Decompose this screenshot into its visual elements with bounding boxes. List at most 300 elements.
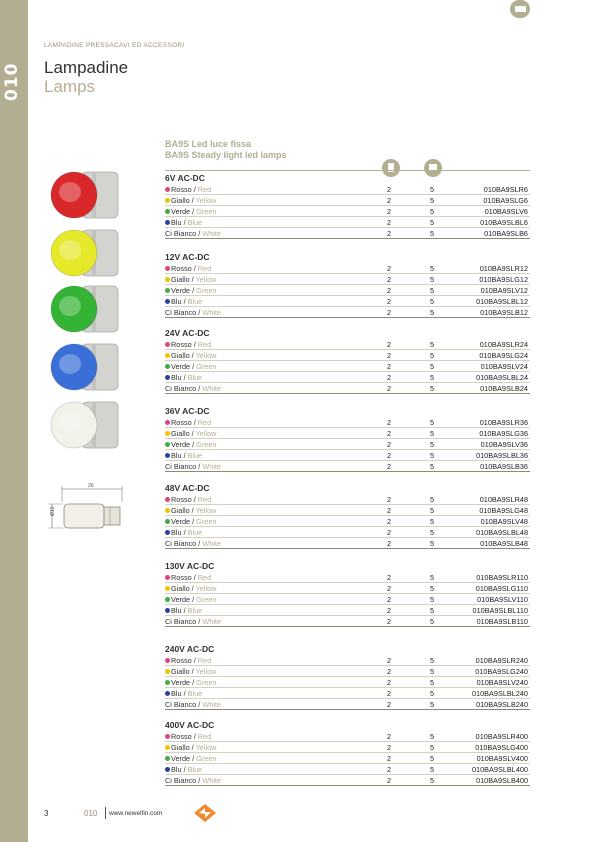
color-label-english: Green [196, 678, 217, 687]
color-label-english: Yellow [195, 196, 217, 205]
voltage-group-rows [165, 339, 530, 394]
product-code-cell: 010BA9SLV110 [477, 595, 528, 604]
color-label [171, 505, 216, 516]
color-label-english: White [202, 308, 221, 317]
voltage-group-rows [165, 572, 530, 627]
product-code-cell: 010BA9SLV6 [484, 207, 528, 216]
color-label [171, 742, 216, 753]
quantity-cell: 2 [386, 606, 392, 615]
product-code-cell: 010BA9SLR12 [479, 264, 528, 273]
color-label-italian: Rosso / [171, 656, 198, 665]
product-code-cell: 010BA9SLR36 [479, 418, 528, 427]
quantity-cell: 2 [386, 528, 392, 537]
color-label-english: White [202, 384, 221, 393]
color-label-italian: Blu / [171, 451, 188, 460]
color-label-italian: Giallo / [171, 196, 196, 205]
quantity-cell: 2 [386, 218, 392, 227]
sidebar-section-code: 010 [2, 62, 22, 102]
product-code-cell: 010BA9SLV36 [480, 440, 528, 449]
color-label [171, 666, 216, 677]
color-label-english: White [202, 617, 221, 626]
pack-cell: 5 [429, 678, 435, 687]
color-label [171, 206, 216, 217]
dimension-drawing [44, 480, 129, 538]
color-label-english: Red [197, 418, 212, 427]
table-row [165, 428, 530, 439]
color-label [171, 764, 202, 775]
voltage-group-title: 400V AC-DC [165, 720, 215, 730]
product-code-cell: 010BA9SLR240 [475, 656, 528, 665]
color-label [171, 494, 211, 505]
table-row [165, 605, 530, 616]
color-label-italian: Blu / [171, 606, 188, 615]
diameter-dimension-label: Ø10 [50, 506, 56, 516]
yellow-lamp-image [48, 226, 120, 280]
quantity-cell: 2 [386, 689, 392, 698]
color-label [171, 285, 216, 296]
voltage-group-rows [165, 263, 530, 318]
color-dot-icon [165, 767, 170, 772]
color-label-english: Blue [187, 606, 203, 615]
product-code-cell: 010BA9SLR400 [475, 732, 528, 741]
green-lamp-image [48, 282, 120, 336]
quantity-cell: 2 [386, 373, 392, 382]
color-label-english: Yellow [195, 275, 217, 284]
table-row [165, 274, 530, 285]
color-label-english: Blue [187, 689, 203, 698]
color-label [171, 655, 211, 666]
table-row [165, 206, 530, 217]
color-dot-icon [165, 608, 170, 613]
quantity-cell: 2 [386, 667, 392, 676]
color-label [165, 307, 221, 318]
color-label [171, 605, 202, 616]
color-label [171, 731, 211, 742]
color-label [171, 753, 216, 764]
color-dot-icon [165, 597, 170, 602]
table-row [165, 594, 530, 605]
quantity-cell: 2 [386, 264, 392, 273]
pack-cell: 5 [429, 218, 435, 227]
table-row [165, 516, 530, 527]
quantity-cell: 2 [386, 440, 392, 449]
voltage-group-title: 240V AC-DC [165, 644, 215, 654]
color-label-italian: Ci Bianco / [165, 776, 203, 785]
pack-cell: 5 [429, 732, 435, 741]
color-dot-icon [165, 431, 170, 436]
color-dot-icon [165, 453, 170, 458]
voltage-group-title: 130V AC-DC [165, 561, 215, 571]
voltage-group-title: 6V AC-DC [165, 173, 205, 183]
color-label-english: Green [196, 362, 217, 371]
product-code-cell: 010BA9SLBL36 [476, 451, 528, 460]
pack-cell: 5 [429, 418, 435, 427]
pack-cell: 5 [429, 462, 435, 471]
table-row [165, 775, 530, 786]
product-code-cell: 010BA9SLBL24 [476, 373, 528, 382]
pack-cell: 5 [429, 776, 435, 785]
color-label [171, 428, 216, 439]
color-label-english: Green [196, 207, 217, 216]
color-label [165, 228, 221, 239]
pack-cell: 5 [429, 754, 435, 763]
color-label [171, 361, 216, 372]
voltage-group [165, 327, 530, 394]
color-dot-icon [165, 691, 170, 696]
color-label-italian: Blu / [171, 297, 188, 306]
color-dot-icon [165, 586, 170, 591]
voltage-group-title: 48V AC-DC [165, 483, 210, 493]
footer-website-link[interactable]: www.newelfin.com [109, 810, 163, 817]
color-dot-icon [165, 442, 170, 447]
voltage-group [165, 172, 530, 239]
table-row [165, 285, 530, 296]
pack-cell: 5 [429, 440, 435, 449]
pack-cell: 5 [429, 207, 435, 216]
color-label-english: Yellow [195, 351, 217, 360]
red-lamp-image [48, 168, 120, 222]
pack-cell: 5 [429, 264, 435, 273]
color-label-english: Yellow [195, 429, 217, 438]
color-label [165, 775, 221, 786]
pack-cell: 5 [429, 743, 435, 752]
color-dot-icon [165, 508, 170, 513]
product-code-cell: 010BA9SLBL240 [472, 689, 528, 698]
product-code-cell: 010BA9SLV12 [480, 286, 528, 295]
table-row [165, 731, 530, 742]
color-label-english: Yellow [195, 584, 217, 593]
quantity-cell: 2 [386, 297, 392, 306]
product-code-cell: 010BA9SLBL12 [476, 297, 528, 306]
product-code-cell: 010BA9SLG110 [475, 584, 528, 593]
quantity-cell: 2 [386, 362, 392, 371]
quantity-cell: 2 [386, 539, 392, 548]
tag-icon [510, 0, 530, 18]
pack-cell: 5 [429, 229, 435, 238]
color-label-english: White [202, 776, 221, 785]
color-dot-icon [165, 198, 170, 203]
table-row [165, 764, 530, 775]
pack-cell: 5 [429, 340, 435, 349]
color-label-italian: Verde / [171, 207, 197, 216]
voltage-group-title: 36V AC-DC [165, 406, 210, 416]
breadcrumb: LAMPADINE PRESSACAVI ED ACCESSORI [44, 42, 185, 49]
quantity-cell: 2 [386, 732, 392, 741]
color-label-english: Red [197, 340, 212, 349]
color-label-italian: Verde / [171, 595, 197, 604]
color-label-english: Red [197, 573, 212, 582]
product-code-cell: 010BA9SLR48 [479, 495, 528, 504]
table-row [165, 184, 530, 195]
color-label-italian: Ci Bianco / [165, 229, 203, 238]
product-code-cell: 010BA9SLB6 [484, 229, 528, 238]
color-label-italian: Blu / [171, 218, 188, 227]
color-label-italian: Blu / [171, 373, 188, 382]
color-dot-icon [165, 299, 170, 304]
color-label-italian: Giallo / [171, 275, 196, 284]
pack-cell: 5 [429, 308, 435, 317]
color-dot-icon [165, 187, 170, 192]
color-label [165, 461, 221, 472]
color-dot-icon [165, 658, 170, 663]
voltage-group-rows [165, 655, 530, 710]
color-label-italian: Verde / [171, 678, 197, 687]
table-row [165, 307, 530, 318]
pack-cell: 5 [429, 506, 435, 515]
color-label [171, 195, 216, 206]
color-label-italian: Giallo / [171, 506, 196, 515]
color-label-english: Green [196, 440, 217, 449]
table-row [165, 383, 530, 394]
product-code-cell: 010BA9SLB240 [476, 700, 528, 709]
table-row [165, 583, 530, 594]
color-dot-icon [165, 220, 170, 225]
color-label-italian: Blu / [171, 689, 188, 698]
product-code-cell: 010BA9SLR24 [479, 340, 528, 349]
pack-cell: 5 [429, 275, 435, 284]
pack-cell: 5 [429, 451, 435, 460]
quantity-cell: 2 [386, 495, 392, 504]
color-dot-icon [165, 277, 170, 282]
color-dot-icon [165, 745, 170, 750]
color-label [165, 616, 221, 627]
table-row [165, 217, 530, 228]
pack-cell: 5 [429, 656, 435, 665]
color-dot-icon [165, 364, 170, 369]
color-label-italian: Ci Bianco / [165, 384, 203, 393]
color-label-italian: Rosso / [171, 418, 198, 427]
quantity-cell: 2 [386, 573, 392, 582]
table-row [165, 616, 530, 627]
pack-cell: 5 [429, 539, 435, 548]
pack-cell: 5 [429, 606, 435, 615]
quantity-cell: 2 [386, 286, 392, 295]
pack-cell: 5 [429, 765, 435, 774]
color-label [171, 417, 211, 428]
quantity-cell: 2 [386, 595, 392, 604]
color-label-english: Red [197, 264, 212, 273]
product-code-cell: 010BA9SLB24 [480, 384, 528, 393]
color-label [171, 274, 216, 285]
color-label [171, 263, 211, 274]
pack-cell: 5 [429, 528, 435, 537]
product-code-cell: 010BA9SLR110 [476, 573, 528, 582]
product-code-cell: 010BA9SLBL110 [472, 606, 528, 615]
color-label [171, 372, 202, 383]
voltage-group-rows [165, 731, 530, 786]
color-label [165, 699, 221, 710]
voltage-group [165, 560, 530, 627]
quantity-cell: 2 [386, 765, 392, 774]
product-title [165, 139, 287, 161]
color-label [171, 572, 211, 583]
color-label-italian: Verde / [171, 440, 197, 449]
color-label-english: Red [197, 732, 212, 741]
color-label-italian: Giallo / [171, 429, 196, 438]
color-label-english: White [202, 539, 221, 548]
table-row [165, 350, 530, 361]
pack-cell: 5 [429, 700, 435, 709]
quantity-cell: 2 [386, 584, 392, 593]
color-dot-icon [165, 497, 170, 502]
blue-lamp-image [48, 340, 120, 394]
color-label-italian: Ci Bianco / [165, 462, 203, 471]
color-label [171, 439, 216, 450]
table-row [165, 742, 530, 753]
color-label [165, 383, 221, 394]
table-row [165, 263, 530, 274]
product-code-cell: 010BA9SLB48 [480, 539, 528, 548]
table-row [165, 505, 530, 516]
color-label-italian: Rosso / [171, 264, 198, 273]
product-code-cell: 010BA9SLG48 [479, 506, 528, 515]
footer-separator [105, 807, 106, 819]
product-code-cell: 010BA9SLV400 [476, 754, 528, 763]
table-row [165, 666, 530, 677]
product-code-cell: 010BA9SLB110 [476, 617, 528, 626]
color-label [171, 583, 216, 594]
voltage-group [165, 482, 530, 549]
product-code-cell: 010BA9SLB400 [476, 776, 528, 785]
table-row [165, 699, 530, 710]
footer-section-code: 010 [84, 809, 98, 818]
product-code-cell: 010BA9SLV24 [480, 362, 528, 371]
pack-cell: 5 [429, 573, 435, 582]
voltage-group-rows [165, 417, 530, 472]
color-label-italian: Verde / [171, 517, 197, 526]
color-dot-icon [165, 575, 170, 580]
pack-cell: 5 [429, 584, 435, 593]
color-label-english: Red [197, 495, 212, 504]
color-label [171, 594, 216, 605]
quantity-cell: 2 [386, 185, 392, 194]
color-label [171, 339, 211, 350]
product-code-cell: 010BA9SLB12 [480, 308, 528, 317]
table-header-line [165, 170, 530, 171]
color-label-italian: Rosso / [171, 185, 198, 194]
pack-cell: 5 [429, 297, 435, 306]
pack-cell: 5 [429, 689, 435, 698]
quantity-cell: 2 [386, 754, 392, 763]
quantity-cell: 2 [386, 462, 392, 471]
color-label-italian: Rosso / [171, 495, 198, 504]
color-label-english: White [202, 229, 221, 238]
pack-cell: 5 [429, 617, 435, 626]
pack-cell: 5 [429, 196, 435, 205]
table-row [165, 296, 530, 307]
table-row [165, 361, 530, 372]
pack-cell: 5 [429, 351, 435, 360]
color-label-italian: Giallo / [171, 667, 196, 676]
quantity-cell: 2 [386, 743, 392, 752]
table-row [165, 753, 530, 764]
product-code-cell: 010BA9SLBL48 [476, 528, 528, 537]
table-row [165, 417, 530, 428]
color-label [171, 350, 216, 361]
color-label-english: Blue [187, 297, 203, 306]
color-label-english: Yellow [195, 667, 217, 676]
table-row [165, 688, 530, 699]
table-row [165, 439, 530, 450]
color-dot-icon [165, 342, 170, 347]
product-code-cell: 010BA9SLR6 [483, 185, 528, 194]
quantity-cell: 2 [386, 418, 392, 427]
pack-cell: 5 [429, 595, 435, 604]
quantity-cell: 2 [386, 700, 392, 709]
voltage-group-rows [165, 184, 530, 239]
color-label-italian: Blu / [171, 528, 188, 537]
quantity-cell: 2 [386, 617, 392, 626]
color-label-italian: Ci Bianco / [165, 539, 203, 548]
product-title-english: BA9S Steady light led lamps [165, 150, 287, 160]
product-code-cell: 010BA9SLV240 [476, 678, 528, 687]
product-code-cell: 010BA9SLBL400 [472, 765, 528, 774]
pack-cell: 5 [429, 384, 435, 393]
table-row [165, 228, 530, 239]
quantity-cell: 2 [386, 340, 392, 349]
table-row [165, 461, 530, 472]
pack-cell: 5 [429, 185, 435, 194]
color-label-italian: Ci Bianco / [165, 617, 203, 626]
color-label-italian: Verde / [171, 754, 197, 763]
color-dot-icon [165, 734, 170, 739]
pack-cell: 5 [429, 429, 435, 438]
color-label [171, 688, 202, 699]
color-label-english: Blue [187, 528, 203, 537]
voltage-group [165, 643, 530, 710]
pack-cell: 5 [429, 362, 435, 371]
color-label [171, 677, 216, 688]
color-label-english: Blue [187, 451, 203, 460]
product-title-italian: BA9S Led luce fissa [165, 139, 252, 149]
color-label-italian: Giallo / [171, 351, 196, 360]
page-title-english: Lamps [44, 77, 96, 96]
color-dot-icon [165, 420, 170, 425]
quantity-cell: 2 [386, 517, 392, 526]
pack-cell: 5 [429, 517, 435, 526]
table-row [165, 572, 530, 583]
table-row [165, 655, 530, 666]
product-code-cell: 010BA9SLG6 [483, 196, 528, 205]
quantity-cell: 2 [386, 451, 392, 460]
quantity-cell: 2 [386, 776, 392, 785]
product-code-cell: 010BA9SLG400 [475, 743, 528, 752]
product-code-cell: 010BA9SLB36 [480, 462, 528, 471]
voltage-group [165, 251, 530, 318]
color-label-italian: Verde / [171, 286, 197, 295]
product-code-cell: 010BA9SLG36 [479, 429, 528, 438]
quantity-cell: 2 [386, 207, 392, 216]
color-dot-icon [165, 530, 170, 535]
color-label [171, 450, 202, 461]
quantity-cell: 2 [386, 229, 392, 238]
color-dot-icon [165, 375, 170, 380]
color-dot-icon [165, 519, 170, 524]
table-row [165, 677, 530, 688]
color-label-english: White [202, 700, 221, 709]
sidebar-band [0, 0, 28, 842]
voltage-group-title: 24V AC-DC [165, 328, 210, 338]
color-label-english: White [202, 462, 221, 471]
product-code-cell: 010BA9SLG24 [479, 351, 528, 360]
width-dimension-label: 26 [88, 483, 94, 489]
product-code-cell: 010BA9SLBL6 [480, 218, 528, 227]
color-label [171, 527, 202, 538]
color-label-english: Red [197, 185, 212, 194]
quantity-cell: 2 [386, 196, 392, 205]
table-row [165, 494, 530, 505]
color-label [171, 516, 216, 527]
